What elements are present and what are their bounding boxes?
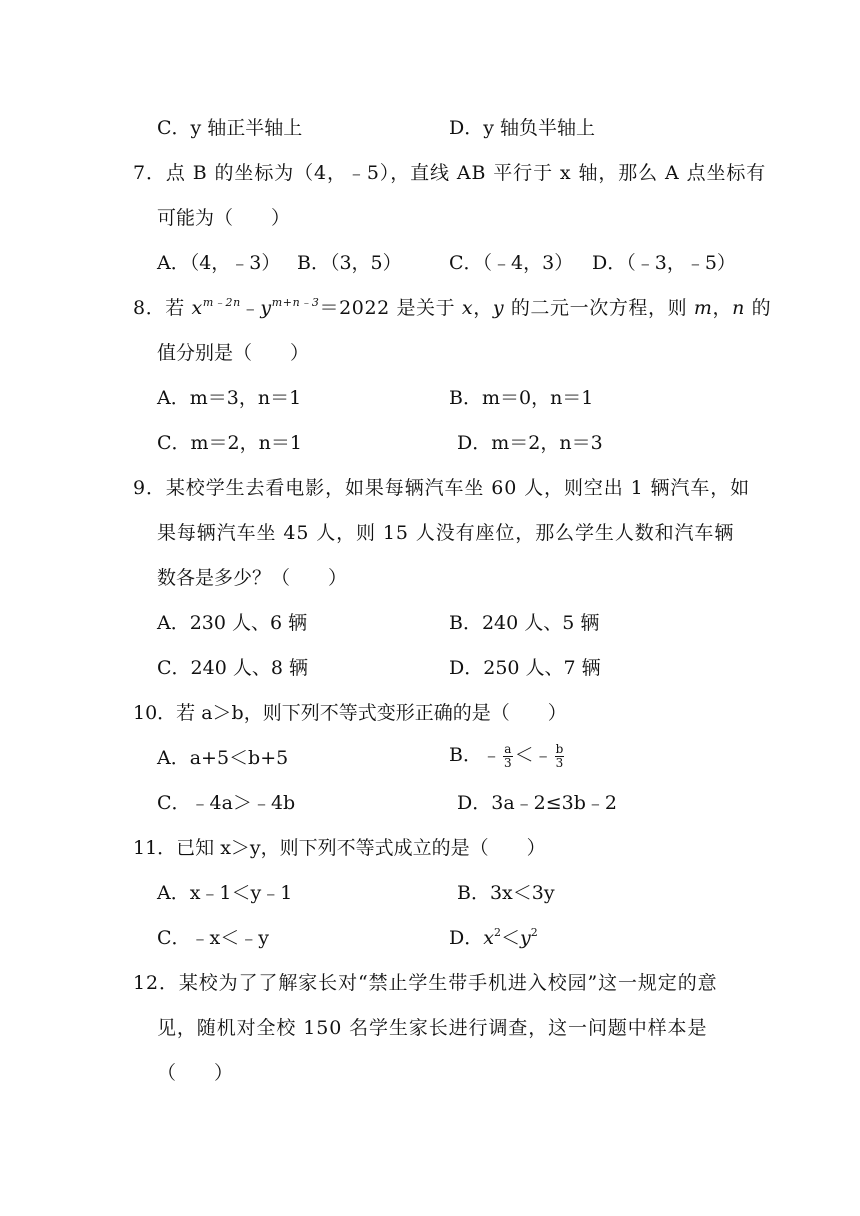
q7-option-b: B．（3，5）	[297, 252, 402, 274]
q11-option-d: D．$x^2<y^2$	[449, 926, 538, 949]
q6-option-c: C．y 轴正半轴上	[157, 117, 303, 139]
q11-option-c: C．﹣x＜﹣y	[157, 927, 269, 949]
q12-stem-line2: 见，随机对全校 150 名学生家长进行调查，这一问题中样本是	[157, 1017, 708, 1039]
q8-option-a: A．m＝3，n＝1	[157, 387, 302, 409]
q11-option-b: B．3x＜3y	[457, 882, 555, 904]
q9-option-a: A．230 人、6 辆	[157, 612, 308, 634]
q12-stem-line1: 12．某校为了了解家长对“禁止学生带手机进入校园”这一规定的意	[133, 972, 718, 994]
q7-option-c: C．（﹣4，3）	[449, 252, 574, 274]
q8-option-c: C．m＝2，n＝1	[157, 432, 302, 454]
q7-stem-line1: 7．点 B 的坐标为（4，﹣5），直线 AB 平行于 x 轴，那么 A 点坐标有	[133, 162, 767, 184]
q10-option-a: A．a+5＜b+5	[157, 747, 289, 769]
q7-option-a: A．（4，﹣3）	[157, 252, 281, 274]
q9-stem-line1: 9．某校学生去看电影，如果每辆汽车坐 60 人，则空出 1 辆汽车，如	[133, 477, 751, 499]
q8-option-d: D．m＝2，n＝3	[457, 432, 603, 454]
q8-option-b: B．m＝0，n＝1	[449, 387, 594, 409]
q10-stem: 10．若 a＞b，则下列不等式变形正确的是（ ）	[133, 702, 567, 724]
q11-option-a: A．x﹣1＜y﹣1	[157, 882, 293, 904]
q9-stem-line2: 果每辆汽车坐 45 人，则 15 人没有座位，那么学生人数和汽车辆	[157, 522, 735, 544]
q12-stem-line3: （ ）	[157, 1062, 234, 1084]
q10-option-c: C．﹣4a＞﹣4b	[157, 792, 296, 814]
q10-option-b: B．﹣ $\frac{a}{3}$ ＜﹣ $\frac{b}{3}$	[449, 741, 564, 770]
q8-stem-line2: 值分别是（ ）	[157, 342, 310, 364]
q7-stem-line2: 可能为（ ）	[157, 207, 291, 229]
q6-option-d: D．y 轴负半轴上	[449, 117, 596, 139]
q7-option-d: D．（﹣3，﹣5）	[592, 252, 736, 274]
q10-option-d: D．3a﹣2≤3b﹣2	[457, 792, 617, 814]
q8-stem-line1: 8．若 $x^{m﹣2n}﹣y^{m+n﹣3}=2022$ 是关于 x，y 的二元一次方程，则 m，n 的	[133, 296, 772, 319]
q9-option-b: B．240 人、5 辆	[449, 612, 600, 634]
q9-option-d: D．250 人、7 辆	[449, 657, 601, 679]
q9-stem-line3: 数各是多少？（ ）	[157, 567, 348, 589]
q11-stem: 11．已知 x＞y，则下列不等式成立的是（ ）	[133, 837, 546, 859]
q9-option-c: C．240 人、8 辆	[157, 657, 308, 679]
